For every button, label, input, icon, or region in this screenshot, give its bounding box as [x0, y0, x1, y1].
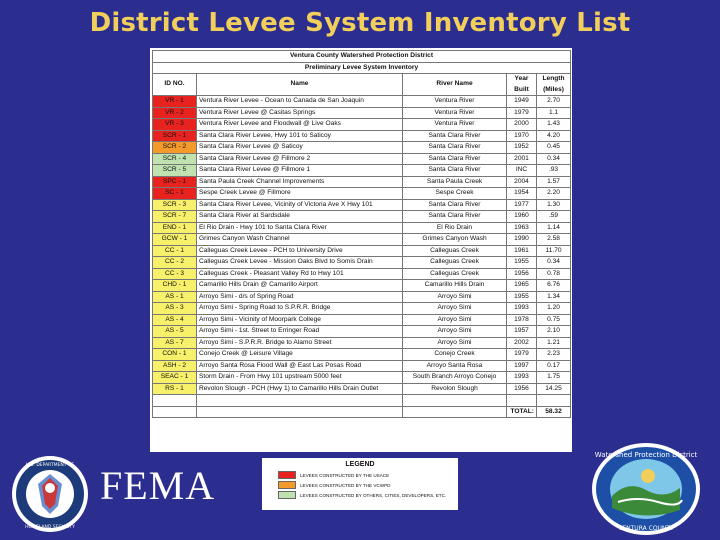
table-row [153, 142, 571, 154]
cell-id: AS - 5 [153, 326, 197, 338]
cell-year: 2004 [507, 176, 537, 188]
cell-name: Santa Clara River at Sardsdale [197, 211, 403, 223]
cell-river: Camarillo Hills Drain [403, 280, 507, 292]
empty-cell [197, 406, 403, 418]
cell-id: END - 1 [153, 222, 197, 234]
cell-name: Ventura River Levee - Ocean to Canada de San Joaquin [197, 96, 403, 108]
cell-id: VR - 1 [153, 96, 197, 108]
cell-year: 1960 [507, 211, 537, 223]
table-row [153, 188, 571, 200]
cell-name: Sespe Creek Levee @ Fillmore [197, 188, 403, 200]
cell-id: AS - 3 [153, 303, 197, 315]
cell-river: Sespe Creek [403, 188, 507, 200]
legend-box [262, 458, 458, 510]
cell-length: 1.21 [537, 337, 571, 349]
cell-year: 1979 [507, 349, 537, 361]
cell-name: Santa Paula Creek Channel Improvements [197, 176, 403, 188]
cell-name: Arroyo Santa Rosa Flood Wall @ East Las Posas Road [197, 360, 403, 372]
cell-name: Arroyo Simi - 1st. Street to Erringer Road [197, 326, 403, 338]
empty-cell [537, 395, 571, 407]
cell-river: Arroyo Simi [403, 291, 507, 303]
cell-id: CON - 1 [153, 349, 197, 361]
cell-id: SCR - 4 [153, 153, 197, 165]
total-row [153, 406, 571, 418]
cell-length: 1.14 [537, 222, 571, 234]
table-row [153, 326, 571, 338]
table-row [153, 291, 571, 303]
cell-id: SCR - 7 [153, 211, 197, 223]
cell-id: CHD - 1 [153, 280, 197, 292]
table-row [153, 360, 571, 372]
empty-cell [153, 395, 197, 407]
cell-length: 2.70 [537, 96, 571, 108]
column-header-row [153, 74, 571, 96]
col-header-name: Name [197, 74, 403, 96]
cell-river: Arroyo Simi [403, 337, 507, 349]
table-row [153, 211, 571, 223]
table-row [153, 130, 571, 142]
cell-river: Santa Clara River [403, 142, 507, 154]
cell-year: 1977 [507, 199, 537, 211]
cell-id: RS - 1 [153, 383, 197, 395]
agency-header: Ventura County Watershed Protection District [153, 51, 571, 63]
cell-year: 1952 [507, 142, 537, 154]
cell-river: Ventura River [403, 96, 507, 108]
cell-year: 1993 [507, 372, 537, 384]
table-row [153, 107, 571, 119]
cell-year: 1990 [507, 234, 537, 246]
cell-id: VR - 3 [153, 119, 197, 131]
cell-id: SPC - 1 [153, 176, 197, 188]
legend-item-usace [278, 472, 458, 478]
cell-length: 1.75 [537, 372, 571, 384]
cell-id: SC - 1 [153, 188, 197, 200]
cell-length: 1.1 [537, 107, 571, 119]
cell-length: 0.75 [537, 314, 571, 326]
cell-river: Santa Clara River [403, 211, 507, 223]
table-row [153, 96, 571, 108]
cell-length: 0.78 [537, 268, 571, 280]
spacer-row [153, 395, 571, 407]
col-header-id: ID NO. [153, 74, 197, 96]
svg-text:VENTURA COUNTY: VENTURA COUNTY [618, 525, 674, 532]
cell-id: AS - 4 [153, 314, 197, 326]
cell-name: Santa Clara River Levee @ Fillmore 2 [197, 153, 403, 165]
cell-name: Ventura River Levee @ Casitas Springs [197, 107, 403, 119]
cell-id: GCW - 1 [153, 234, 197, 246]
table-row [153, 349, 571, 361]
table-row [153, 119, 571, 131]
cell-name: Arroyo Simi - d/s of Spring Road [197, 291, 403, 303]
table-row [153, 153, 571, 165]
cell-river: Santa Paula Creek [403, 176, 507, 188]
legend-label-others: LEVEES CONSTRUCTED BY OTHERS, CITIES, DEVELOPERS, ETC. [300, 492, 447, 498]
cell-year: 1965 [507, 280, 537, 292]
cell-year: 1978 [507, 314, 537, 326]
cell-name: Calleguas Creek Levee - Mission Oaks Blvd to Somis Drain [197, 257, 403, 269]
cell-river: Arroyo Santa Rosa [403, 360, 507, 372]
cell-name: Calleguas Creek Levee - PCH to University Drive [197, 245, 403, 257]
legend-label-vcwpd: LEVEES CONSTRUCTED BY THE VCWPD [300, 482, 391, 488]
cell-name: Revolon Slough - PCH (Hwy 1) to Camarillo Hills Drain Outlet [197, 383, 403, 395]
cell-river: Conejo Creek [403, 349, 507, 361]
cell-length: 1.20 [537, 303, 571, 315]
legend-swatch-others [278, 491, 296, 499]
table-row [153, 165, 571, 177]
cell-river: Revolon Slough [403, 383, 507, 395]
cell-name: El Rio Drain - Hwy 101 to Santa Clara River [197, 222, 403, 234]
cell-river: El Rio Drain [403, 222, 507, 234]
cell-year: 1970 [507, 130, 537, 142]
cell-name: Santa Clara River Levee, Vicinity of Victoria Ave X Hwy 101 [197, 199, 403, 211]
table-row [153, 199, 571, 211]
svg-text:HOMELAND SECURITY: HOMELAND SECURITY [25, 525, 75, 530]
cell-year: 1993 [507, 303, 537, 315]
cell-id: ASH - 2 [153, 360, 197, 372]
cell-year: 1956 [507, 383, 537, 395]
cell-length: 1.34 [537, 291, 571, 303]
levee-inventory-table [152, 50, 571, 418]
cell-year: INC [507, 165, 537, 177]
cell-id: SCR - 2 [153, 142, 197, 154]
cell-name: Ventura River Levee and Floodwall @ Live Oaks [197, 119, 403, 131]
cell-river: Calleguas Creek [403, 257, 507, 269]
cell-id: CC - 2 [153, 257, 197, 269]
cell-name: Camarillo Hills Drain @ Camarillo Airport [197, 280, 403, 292]
legend-title: LEGEND [345, 461, 375, 468]
cell-length: .93 [537, 165, 571, 177]
cell-river: Ventura River [403, 107, 507, 119]
cell-year: 1963 [507, 222, 537, 234]
cell-id: SCR - 5 [153, 165, 197, 177]
cell-length: 1.43 [537, 119, 571, 131]
cell-year: 1957 [507, 326, 537, 338]
empty-cell [403, 395, 507, 407]
cell-river: Calleguas Creek [403, 245, 507, 257]
table-row [153, 314, 571, 326]
table-row [153, 257, 571, 269]
table-row [153, 245, 571, 257]
table-row [153, 303, 571, 315]
svg-text:U.S. DEPARTMENT OF: U.S. DEPARTMENT OF [25, 463, 75, 468]
legend-item-others [278, 492, 458, 498]
cell-river: Santa Clara River [403, 153, 507, 165]
empty-cell [507, 395, 537, 407]
cell-river: Grimes Canyon Wash [403, 234, 507, 246]
cell-id: AS - 7 [153, 337, 197, 349]
table-row [153, 222, 571, 234]
table-row [153, 372, 571, 384]
legend-item-vcwpd [278, 482, 458, 488]
cell-year: 1954 [507, 188, 537, 200]
col-header-year: Year Built [507, 74, 537, 96]
inventory-subtitle: Preliminary Levee System Inventory [153, 62, 571, 74]
total-value: 58.32 [537, 406, 571, 418]
cell-year: 1955 [507, 257, 537, 269]
total-label: TOTAL: [507, 406, 537, 418]
legend-swatch-vcwpd [278, 481, 296, 489]
cell-id: CC - 1 [153, 245, 197, 257]
table-row [153, 280, 571, 292]
cell-length: 2.10 [537, 326, 571, 338]
cell-length: 2.20 [537, 188, 571, 200]
cell-length: 0.17 [537, 360, 571, 372]
cell-year: 1955 [507, 291, 537, 303]
cell-year: 1979 [507, 107, 537, 119]
cell-river: Arroyo Simi [403, 303, 507, 315]
cell-length: 1.30 [537, 199, 571, 211]
cell-river: Arroyo Simi [403, 314, 507, 326]
cell-river: Arroyo Simi [403, 326, 507, 338]
cell-river: Santa Clara River [403, 165, 507, 177]
cell-river: Calleguas Creek [403, 268, 507, 280]
cell-length: .59 [537, 211, 571, 223]
fema-logo-text: FEMA [100, 463, 216, 508]
cell-length: 1.57 [537, 176, 571, 188]
table-row [153, 176, 571, 188]
cell-length: 0.45 [537, 142, 571, 154]
empty-cell [153, 406, 197, 418]
cell-name: Arroyo Simi - S.P.R.R. Bridge to Alamo Street [197, 337, 403, 349]
col-header-length: Length (Miles) [537, 74, 571, 96]
cell-year: 1997 [507, 360, 537, 372]
cell-id: SEAC - 1 [153, 372, 197, 384]
cell-name: Santa Clara River Levee @ Fillmore 1 [197, 165, 403, 177]
cell-length: 14.25 [537, 383, 571, 395]
dhs-seal-icon [10, 454, 90, 534]
slide-title: District Levee System Inventory List [89, 8, 631, 38]
cell-name: Santa Clara River Levee, Hwy 101 to Saticoy [197, 130, 403, 142]
table-row [153, 234, 571, 246]
cell-river: Santa Clara River [403, 130, 507, 142]
cell-year: 1949 [507, 96, 537, 108]
cell-length: 0.34 [537, 153, 571, 165]
legend-label-usace: LEVEES CONSTRUCTED BY THE USACE [300, 472, 390, 478]
cell-year: 1961 [507, 245, 537, 257]
cell-length: 6.76 [537, 280, 571, 292]
cell-year: 2001 [507, 153, 537, 165]
cell-id: SCR - 1 [153, 130, 197, 142]
cell-id: AS - 1 [153, 291, 197, 303]
table-row [153, 337, 571, 349]
table-row [153, 383, 571, 395]
cell-length: 2.58 [537, 234, 571, 246]
cell-name: Storm Drain - From Hwy 101 upstream 5000 feet [197, 372, 403, 384]
table-row [153, 268, 571, 280]
cell-name: Grimes Canyon Wash Channel [197, 234, 403, 246]
cell-river: Santa Clara River [403, 199, 507, 211]
cell-river: South Branch Arroyo Conejo [403, 372, 507, 384]
cell-length: 11.70 [537, 245, 571, 257]
col-header-river: River Name [403, 74, 507, 96]
legend-swatch-usace [278, 471, 296, 479]
cell-length: 0.34 [537, 257, 571, 269]
cell-name: Santa Clara River Levee @ Saticoy [197, 142, 403, 154]
cell-length: 4.20 [537, 130, 571, 142]
svg-text:Watershed Protection District: Watershed Protection District [594, 451, 698, 459]
empty-cell [403, 406, 507, 418]
cell-name: Arroyo Simi - Vicinity of Moorpark College [197, 314, 403, 326]
watershed-district-logo-icon [588, 440, 704, 538]
cell-length: 2.23 [537, 349, 571, 361]
empty-cell [197, 395, 403, 407]
cell-id: CC - 3 [153, 268, 197, 280]
cell-name: Conejo Creek @ Leisure Village [197, 349, 403, 361]
cell-river: Ventura River [403, 119, 507, 131]
cell-year: 2002 [507, 337, 537, 349]
cell-year: 1956 [507, 268, 537, 280]
cell-name: Arroyo Simi - Spring Road to S.P.R.R. Bridge [197, 303, 403, 315]
cell-name: Calleguas Creek - Pleasant Valley Rd to Hwy 101 [197, 268, 403, 280]
inventory-sheet [150, 48, 572, 452]
cell-id: SCR - 3 [153, 199, 197, 211]
cell-year: 2000 [507, 119, 537, 131]
cell-id: VR - 2 [153, 107, 197, 119]
